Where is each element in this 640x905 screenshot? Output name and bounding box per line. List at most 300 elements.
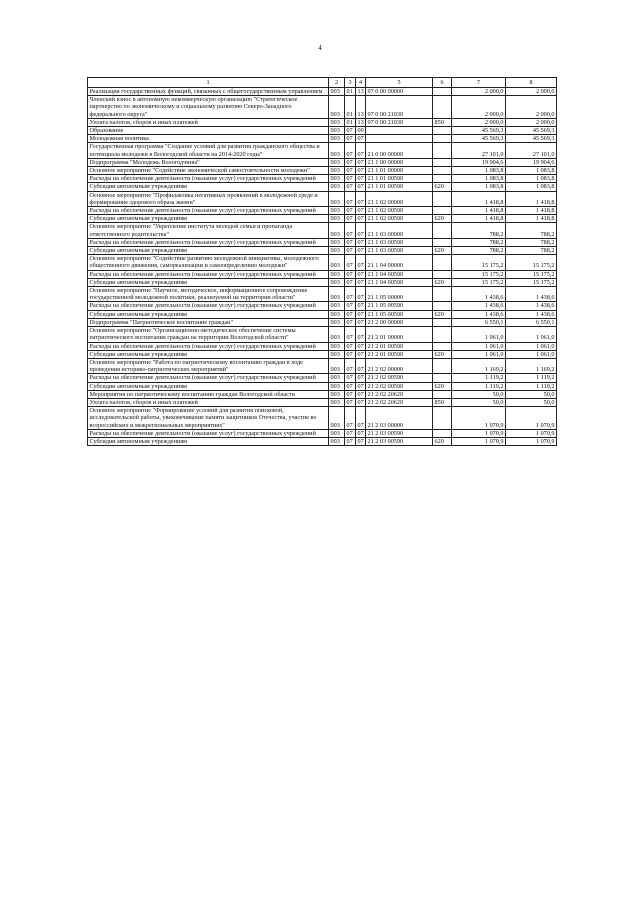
row-name-cell: Основное мероприятие "Содействие экономической самостоятельности молодежи" [88, 167, 329, 175]
expense-type-cell [433, 88, 452, 96]
amount-cell: 2 000,0 [452, 96, 506, 119]
grbs-code-cell: 003 [329, 96, 345, 119]
grbs-code-cell: 003 [329, 88, 345, 96]
table-row [88, 398, 557, 406]
amount-cell: 1 418,8 [452, 215, 506, 223]
subsection-cell: 07 [356, 223, 366, 238]
subsection-cell: 13 [357, 118, 364, 126]
grbs-code-cell: 003 [329, 278, 345, 286]
subsection-cell: 07 [357, 398, 364, 406]
section-cell: 07 [345, 342, 356, 350]
table-row [88, 191, 557, 206]
table-row [88, 358, 557, 373]
target-article-cell: 21 1 04 00590 [366, 278, 433, 286]
expense-type-cell: 620 [433, 183, 452, 191]
expense-type-cell [433, 270, 452, 278]
section-cell: 07 [345, 167, 356, 175]
amount-cell: 1 061,0 [452, 327, 506, 342]
row-name-cell: Субсидии автономным учреждениям [88, 183, 329, 191]
amount-cell: 1 119,2 [452, 382, 506, 390]
grbs-code-cell: 003 [329, 327, 345, 342]
column-header: 2 [329, 78, 345, 88]
subsection-cell: 07 [357, 302, 364, 310]
section-cell: 07 [345, 247, 356, 255]
target-article-cell: 97 0 00 00000 [366, 88, 433, 96]
amount-cell: 50,0 [452, 390, 506, 398]
target-article-cell: 21 2 02 00590 [366, 374, 433, 382]
row-name-cell: Уплата налогов, сборов и иных платежей [88, 398, 329, 406]
grbs-code-cell: 003 [329, 318, 345, 326]
amount-cell: 1 418,8 [506, 191, 557, 206]
subsection-cell: 07 [356, 255, 366, 270]
table-row [88, 407, 557, 430]
target-article-cell: 21 2 03 00590 [366, 429, 433, 437]
amount-cell: 1 083,8 [506, 183, 557, 191]
grbs-code-cell: 003 [329, 175, 345, 183]
section-cell: 07 [345, 175, 356, 183]
amount-cell: 1 418,8 [506, 207, 557, 215]
target-article-cell: 21 1 03 00590 [366, 238, 433, 246]
amount-cell: 788,2 [452, 223, 506, 238]
amount-cell: 1 061,0 [506, 342, 557, 350]
row-name-cell: Основное мероприятие "Организационно-методическое обеспечение системы патриотического воспитания граждан на территории Вологодской области" [88, 327, 329, 342]
column-header: 6 [433, 78, 452, 88]
table-row [88, 215, 557, 223]
target-article-cell: 21 2 02 20620 [366, 398, 433, 406]
amount-cell: 1 418,8 [506, 215, 557, 223]
table-row [88, 127, 557, 135]
row-name-cell: Уплата налогов, сборов и иных платежей [88, 118, 329, 126]
expense-type-cell [433, 287, 452, 302]
target-article-cell: 21 2 01 00590 [366, 342, 433, 350]
amount-cell: 50,0 [506, 390, 557, 398]
grbs-code-cell: 003 [329, 191, 345, 206]
section-cell: 07 [345, 437, 356, 445]
amount-cell: 6 550,1 [506, 318, 557, 326]
target-article-cell: 21 2 02 00000 [366, 358, 433, 373]
row-name-cell: Субсидии автономным учреждениям [88, 437, 329, 445]
grbs-code-cell: 003 [329, 302, 345, 310]
subsection-cell: 07 [357, 175, 364, 183]
target-article-cell: 21 1 05 00590 [366, 302, 433, 310]
row-name-cell: Основное мероприятие "Формирование условий для развития поисковой, исследовательской работы, увековечивание памяти защитников Отечества, участие во всероссийских и межрегиональных мероприятиях" [88, 407, 329, 430]
grbs-code-cell: 003 [329, 382, 345, 390]
amount-cell: 1 061,0 [506, 327, 557, 342]
amount-cell: 45 569,3 [452, 127, 506, 135]
row-name-cell: Основное мероприятие "Укрепление института молодой семьи и пропаганда ответственного родительства" [88, 223, 329, 238]
table-row [88, 318, 557, 326]
section-cell: 07 [345, 238, 356, 246]
row-name-cell: Мероприятия по патриотическому воспитанию граждан Вологодской области [88, 390, 329, 398]
target-article-cell: 21 1 01 00590 [366, 183, 433, 191]
amount-cell: 1 083,8 [452, 167, 506, 175]
amount-cell: 15 175,2 [506, 255, 557, 270]
target-article-cell: 21 1 02 00590 [366, 215, 433, 223]
amount-cell: 1 438,6 [506, 302, 557, 310]
column-header: 4 [356, 78, 366, 88]
table-row [88, 88, 557, 96]
amount-cell: 788,2 [452, 247, 506, 255]
table-row [88, 327, 557, 342]
row-name-cell: Расходы на обеспечение деятельности (оказание услуг) государственных учреждений [88, 175, 329, 183]
amount-cell: 788,2 [506, 223, 557, 238]
amount-cell: 1 119,2 [452, 374, 506, 382]
grbs-code-cell: 003 [329, 342, 345, 350]
section-cell: 07 [345, 127, 356, 135]
section-cell: 07 [345, 223, 356, 238]
section-cell: 07 [345, 158, 356, 166]
table-row [88, 238, 557, 246]
row-name-cell: Расходы на обеспечение деятельности (оказание услуг) государственных учреждений [88, 429, 329, 437]
section-cell: 07 [345, 302, 356, 310]
amount-cell: 1 083,8 [506, 175, 557, 183]
amount-cell: 2 000,0 [452, 118, 506, 126]
row-name-cell: Расходы на обеспечение деятельности (оказание услуг) государственных учреждений [88, 270, 329, 278]
table-row [88, 118, 557, 126]
expense-type-cell: 850 [433, 398, 452, 406]
expense-type-cell [433, 207, 452, 215]
amount-cell: 1 169,2 [452, 358, 506, 373]
grbs-code-cell: 003 [329, 310, 345, 318]
row-name-cell: Образование [88, 127, 329, 135]
amount-cell: 1 438,6 [452, 302, 506, 310]
subsection-cell: 07 [356, 191, 366, 206]
grbs-code-cell: 003 [329, 358, 345, 373]
row-name-cell: Субсидии автономным учреждениям [88, 278, 329, 286]
grbs-code-cell: 003 [329, 207, 345, 215]
amount-cell: 1 119,2 [506, 374, 557, 382]
amount-cell: 1 438,6 [506, 310, 557, 318]
target-article-cell: 21 1 03 00590 [366, 247, 433, 255]
section-cell: 07 [345, 215, 356, 223]
target-article-cell: 21 1 03 00000 [366, 223, 433, 238]
target-article-cell: 21 1 05 00590 [366, 310, 433, 318]
subsection-cell: 07 [356, 358, 366, 373]
row-name-cell: Подпрограмма "Молодежь Вологодчины" [88, 158, 329, 166]
expense-type-cell [433, 318, 452, 326]
table-row [88, 223, 557, 238]
target-article-cell [366, 127, 433, 135]
expense-type-cell [433, 143, 452, 158]
grbs-code-cell: 003 [329, 437, 345, 445]
amount-cell: 15 175,2 [452, 270, 506, 278]
expense-type-cell [433, 429, 452, 437]
table-row [88, 350, 557, 358]
section-cell: 07 [345, 390, 356, 398]
table-row [88, 143, 557, 158]
table-header-row [88, 78, 557, 88]
subsection-cell: 07 [357, 342, 364, 350]
table-row [88, 429, 557, 437]
expense-type-cell [433, 167, 452, 175]
amount-cell: 45 569,3 [506, 127, 557, 135]
grbs-code-cell: 003 [329, 127, 345, 135]
grbs-code-cell: 003 [329, 247, 345, 255]
section-cell: 07 [345, 287, 356, 302]
section-cell: 01 [345, 88, 356, 96]
amount-cell: 2 000,0 [506, 88, 557, 96]
section-cell: 07 [345, 374, 356, 382]
expense-type-cell [433, 238, 452, 246]
target-article-cell: 97 0 00 21030 [366, 96, 433, 119]
section-cell: 07 [345, 382, 356, 390]
row-name-cell: Государственная программа "Создание условий для развития гражданского общества и потенциала молодежи в Вологодской области на 2014-2020 годы" [88, 143, 329, 158]
target-article-cell [366, 135, 433, 143]
amount-cell: 1 438,6 [506, 287, 557, 302]
table-row [88, 270, 557, 278]
expense-type-cell: 620 [433, 350, 452, 358]
subsection-cell: 07 [357, 207, 364, 215]
expense-type-cell [433, 407, 452, 430]
subsection-cell: 07 [356, 143, 366, 158]
grbs-code-cell: 003 [329, 350, 345, 358]
section-cell: 07 [345, 407, 356, 430]
section-cell: 07 [345, 310, 356, 318]
table-row [88, 382, 557, 390]
expense-type-cell [433, 127, 452, 135]
expense-type-cell [433, 191, 452, 206]
amount-cell: 1 061,0 [452, 350, 506, 358]
target-article-cell: 21 1 04 00590 [366, 270, 433, 278]
target-article-cell: 97 0 00 21030 [366, 118, 433, 126]
section-cell: 07 [345, 429, 356, 437]
section-cell: 07 [345, 358, 356, 373]
table-row [88, 255, 557, 270]
grbs-code-cell: 003 [329, 223, 345, 238]
amount-cell: 1 070,9 [506, 437, 557, 445]
subsection-cell: 07 [357, 247, 364, 255]
grbs-code-cell: 003 [329, 287, 345, 302]
row-name-cell: Реализация государственных функций, связанных с общегосударственным управлением [88, 88, 329, 96]
row-name-cell: Расходы на обеспечение деятельности (оказание услуг) государственных учреждений [88, 342, 329, 350]
expense-type-cell [433, 255, 452, 270]
target-article-cell: 21 1 01 00000 [366, 167, 433, 175]
amount-cell: 15 175,2 [452, 255, 506, 270]
subsection-cell: 07 [357, 270, 364, 278]
subsection-cell: 07 [357, 278, 364, 286]
target-article-cell: 21 1 05 00000 [366, 287, 433, 302]
row-name-cell: Расходы на обеспечение деятельности (оказание услуг) государственных учреждений [88, 238, 329, 246]
row-name-cell: Субсидии автономным учреждениям [88, 350, 329, 358]
subsection-cell: 07 [357, 310, 364, 318]
target-article-cell: 21 1 04 00000 [366, 255, 433, 270]
amount-cell: 1 418,8 [452, 207, 506, 215]
amount-cell: 45 569,3 [506, 135, 557, 143]
table-row [88, 183, 557, 191]
subsection-cell: 07 [357, 350, 364, 358]
table-row [88, 158, 557, 166]
amount-cell: 1 438,6 [452, 310, 506, 318]
section-cell: 07 [345, 255, 356, 270]
section-cell: 07 [345, 327, 356, 342]
section-cell: 07 [345, 278, 356, 286]
target-article-cell: 21 1 00 00000 [366, 158, 433, 166]
grbs-code-cell: 003 [329, 143, 345, 158]
grbs-code-cell: 003 [329, 374, 345, 382]
table-row [88, 437, 557, 445]
table-row [88, 390, 557, 398]
row-name-cell: Подпрограмма "Патриотическое воспитание граждан" [88, 318, 329, 326]
expense-type-cell [433, 158, 452, 166]
amount-cell: 1 070,9 [452, 437, 506, 445]
amount-cell: 50,0 [452, 398, 506, 406]
amount-cell: 1 061,0 [506, 350, 557, 358]
amount-cell: 19 904,6 [452, 158, 506, 166]
subsection-cell: 07 [357, 374, 364, 382]
amount-cell: 2 000,0 [452, 88, 506, 96]
table-row [88, 96, 557, 119]
table-row [88, 207, 557, 215]
table-row [88, 175, 557, 183]
expense-type-cell: 850 [433, 118, 452, 126]
expense-type-cell: 620 [433, 247, 452, 255]
amount-cell: 1 070,9 [452, 429, 506, 437]
table-body [88, 88, 557, 446]
expense-type-cell: 620 [433, 437, 452, 445]
expense-type-cell [433, 96, 452, 119]
amount-cell: 1 070,9 [506, 407, 557, 430]
table-row [88, 167, 557, 175]
expense-type-cell [433, 327, 452, 342]
subsection-cell: 00 [357, 127, 364, 135]
grbs-code-cell: 003 [329, 118, 345, 126]
amount-cell: 27 101,0 [506, 143, 557, 158]
row-name-cell: Основное мероприятие "Научное, методическое, информационное сопровождение государственной молодежной политики, реализуемой на территории области" [88, 287, 329, 302]
amount-cell: 1 061,0 [452, 342, 506, 350]
expense-type-cell: 620 [433, 278, 452, 286]
expense-type-cell: 620 [433, 382, 452, 390]
column-header: 1 [88, 78, 329, 88]
grbs-code-cell: 003 [329, 407, 345, 430]
grbs-code-cell: 003 [329, 270, 345, 278]
subsection-cell: 07 [356, 287, 366, 302]
section-cell: 07 [345, 183, 356, 191]
amount-cell: 1 438,6 [452, 287, 506, 302]
row-name-cell: Основное мероприятие "Профилактика негативных проявлений в молодежной среде и формирование здорового образа жизни" [88, 191, 329, 206]
target-article-cell: 21 1 02 00590 [366, 207, 433, 215]
grbs-code-cell: 003 [329, 183, 345, 191]
page-number: 4 [318, 44, 322, 52]
amount-cell: 1 418,8 [452, 191, 506, 206]
row-name-cell: Расходы на обеспечение деятельности (оказание услуг) государственных учреждений [88, 302, 329, 310]
column-header: 7 [452, 78, 506, 88]
section-cell: 07 [345, 191, 356, 206]
section-cell: 07 [345, 143, 356, 158]
table-row [88, 278, 557, 286]
subsection-cell: 07 [356, 327, 366, 342]
section-cell: 07 [345, 135, 356, 143]
subsection-cell: 07 [357, 167, 364, 175]
row-name-cell: Расходы на обеспечение деятельности (оказание услуг) государственных учреждений [88, 207, 329, 215]
amount-cell: 15 175,2 [506, 270, 557, 278]
target-article-cell: 21 1 01 00590 [366, 175, 433, 183]
section-cell: 01 [345, 118, 356, 126]
table-row [88, 310, 557, 318]
subsection-cell: 07 [357, 135, 364, 143]
grbs-code-cell: 003 [329, 398, 345, 406]
section-cell: 01 [345, 96, 356, 119]
expense-type-cell: 620 [433, 310, 452, 318]
target-article-cell: 21 2 02 00590 [366, 382, 433, 390]
expense-type-cell [433, 342, 452, 350]
row-name-cell: Основное мероприятие "Содействие развитию молодежной инициативы, молодежного общественного движения, самореализации и самоопределению молодежи" [88, 255, 329, 270]
subsection-cell: 07 [357, 183, 364, 191]
grbs-code-cell: 003 [329, 167, 345, 175]
expense-type-cell [433, 390, 452, 398]
amount-cell: 2 000,0 [506, 96, 557, 119]
amount-cell: 19 904,6 [506, 158, 557, 166]
amount-cell: 1 083,8 [452, 183, 506, 191]
target-article-cell: 21 0 00 00000 [366, 143, 433, 158]
row-name-cell: Субсидии автономным учреждениям [88, 310, 329, 318]
target-article-cell: 21 2 03 00590 [366, 437, 433, 445]
row-name-cell: Субсидии автономным учреждениям [88, 382, 329, 390]
expense-type-cell [433, 302, 452, 310]
column-header: 3 [345, 78, 356, 88]
target-article-cell: 21 2 02 20620 [366, 390, 433, 398]
expense-type-cell [433, 374, 452, 382]
subsection-cell: 07 [357, 382, 364, 390]
row-name-cell: Субсидии автономным учреждениям [88, 215, 329, 223]
expense-type-cell [433, 358, 452, 373]
column-header: 5 [366, 78, 433, 88]
target-article-cell: 21 2 03 00000 [366, 407, 433, 430]
row-name-cell: Расходы на обеспечение деятельности (оказание услуг) государственных учреждений [88, 374, 329, 382]
amount-cell: 1 070,9 [452, 407, 506, 430]
target-article-cell: 21 1 02 00000 [366, 191, 433, 206]
grbs-code-cell: 003 [329, 255, 345, 270]
subsection-cell: 07 [357, 429, 364, 437]
grbs-code-cell: 003 [329, 390, 345, 398]
subsection-cell: 07 [357, 390, 364, 398]
subsection-cell: 13 [357, 88, 364, 95]
row-name-cell: Субсидии автономным учреждениям [88, 247, 329, 255]
target-article-cell: 21 2 00 00000 [366, 318, 433, 326]
row-name-cell: Основное мероприятие "Работа по патриотическому воспитанию граждан в ходе проведения историко-патриотических мероприятий" [88, 358, 329, 373]
amount-cell: 1 083,8 [506, 167, 557, 175]
amount-cell: 1 169,2 [506, 358, 557, 373]
table-row [88, 342, 557, 350]
section-cell: 07 [345, 318, 356, 326]
table-row [88, 374, 557, 382]
amount-cell: 1 070,9 [506, 429, 557, 437]
section-cell: 07 [345, 270, 356, 278]
amount-cell: 1 119,2 [506, 382, 557, 390]
amount-cell: 50,0 [506, 398, 557, 406]
grbs-code-cell: 003 [329, 215, 345, 223]
amount-cell: 1 083,8 [452, 175, 506, 183]
subsection-cell: 07 [357, 158, 364, 166]
table-row [88, 302, 557, 310]
expense-type-cell [433, 175, 452, 183]
section-cell: 07 [345, 398, 356, 406]
amount-cell: 2 000,0 [506, 118, 557, 126]
grbs-code-cell: 003 [329, 158, 345, 166]
budget-table [87, 77, 557, 446]
column-header: 8 [506, 78, 557, 88]
grbs-code-cell: 003 [329, 135, 345, 143]
amount-cell: 788,2 [506, 247, 557, 255]
amount-cell: 15 175,2 [452, 278, 506, 286]
expense-type-cell [433, 223, 452, 238]
subsection-cell: 07 [357, 437, 364, 445]
table-row [88, 247, 557, 255]
amount-cell: 6 550,1 [452, 318, 506, 326]
section-cell: 07 [345, 350, 356, 358]
row-name-cell: Молодежная политика [88, 135, 329, 143]
target-article-cell: 21 2 01 00590 [366, 350, 433, 358]
amount-cell: 788,2 [506, 238, 557, 246]
